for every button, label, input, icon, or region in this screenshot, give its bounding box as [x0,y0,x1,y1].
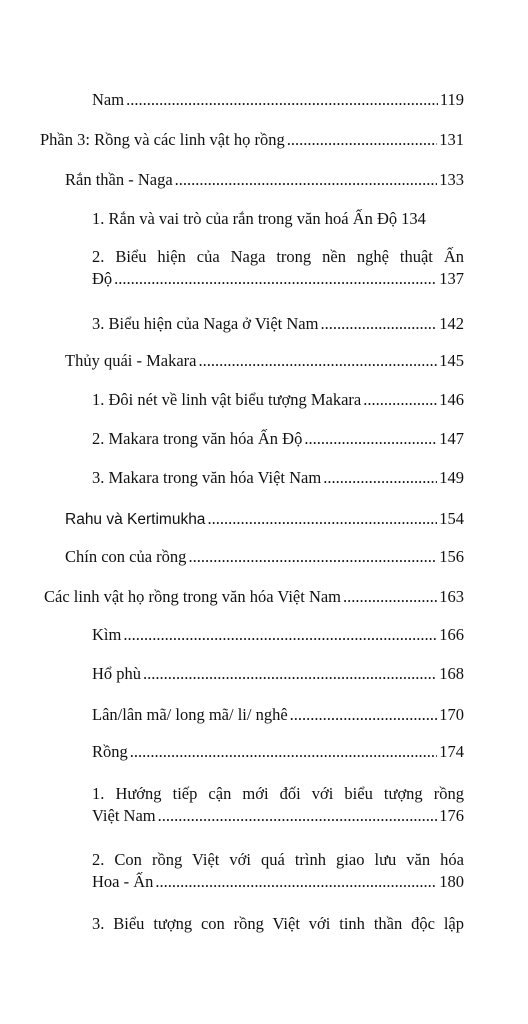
dot-leader [287,129,438,151]
toc-entry-title-line2: Hoa - Ấn [92,872,154,891]
toc-page-number: 133 [439,170,464,189]
toc-page-number: 180 [439,872,464,891]
toc-entry-title: 1. Đôi nét về linh vật biểu tượng Makara [92,390,362,409]
toc-entry-title: Các linh vật họ rồng trong văn hóa Việt Nam [44,587,342,606]
toc-page-number: 149 [439,468,464,487]
toc-entry [92,467,464,489]
toc-entry-title-line1: 1. Hướng tiếp cận mới đối với biểu tượng rồng [92,784,464,803]
toc-entry-title: Hổ phù [92,664,142,683]
toc-entry [92,783,464,827]
toc-entry [92,704,464,726]
toc-entry [92,428,464,450]
toc-entry-title: Phần 3: Rồng và các linh vật họ rồng [40,130,285,149]
toc-entry-title: 3. Biểu hiện của Naga ở Việt Nam [92,314,319,333]
toc-page-number: 170 [439,705,464,724]
toc-entry [92,624,464,646]
toc-entry-title-line1: 2. Con rồng Việt với quá trình giao lưu văn hóa [92,850,464,869]
toc-entry-title: Rắn thần - Naga [65,170,173,189]
dot-leader [114,268,437,290]
toc-entry-title: 2. Makara trong văn hóa Ấn Độ [92,429,303,448]
toc-entry-title: Nam [92,90,125,109]
toc-page-number: 156 [439,547,464,566]
toc-page-number: 131 [439,130,464,149]
toc-entry [92,89,464,111]
toc-entry [92,389,464,411]
toc-entry [92,913,464,935]
toc-page-number: 147 [439,429,464,448]
toc-entry [65,350,464,372]
toc-entry [92,741,464,763]
toc-entry [92,849,464,893]
toc-page-number: 146 [439,390,464,409]
toc-entry-title-line2: Việt Nam [92,806,156,825]
toc-entry-title: Lân/lân mã/ long mã/ li/ nghê [92,705,288,724]
toc-page-number: 119 [439,90,464,109]
toc-entry-title: 3. Biểu tượng con rồng Việt với tinh thần độc lập [92,914,464,933]
toc-entry-title: Chín con của rồng [65,547,187,566]
toc-entry-title: Kìm [92,625,122,644]
toc-page-number: 168 [439,664,464,683]
toc-page-number: 137 [439,269,464,288]
dot-leader [126,89,438,111]
toc-page-number: 174 [439,742,464,761]
toc-page-number: 145 [439,351,464,370]
dot-leader [199,350,438,372]
toc-entry [92,313,464,335]
toc-page-number: 176 [439,806,464,825]
toc-entry [40,129,464,151]
dot-leader [188,546,437,568]
toc-entry [92,663,464,685]
dot-leader [155,871,437,893]
dot-leader [290,704,438,726]
toc-page-number: 163 [439,587,464,606]
dot-leader [123,624,437,646]
dot-leader [207,508,437,530]
dot-leader [143,663,437,685]
toc-entry [65,508,464,531]
toc-entry [92,246,464,290]
toc-entry-title-line2: Độ [92,269,113,288]
toc-entry-title: Thủy quái - Makara [65,351,197,370]
toc-entry-title: 3. Makara trong văn hóa Việt Nam [92,468,322,487]
dot-leader [320,313,437,335]
toc-page-number: 142 [439,314,464,333]
toc-entry-title-line1: 2. Biểu hiện của Naga trong nền nghệ thuật Ấn [92,247,464,266]
dot-leader [363,389,437,411]
toc-entry-title: Rồng [92,742,128,761]
dot-leader [175,169,438,191]
toc-page-number: 166 [439,625,464,644]
dot-leader [130,741,437,763]
toc-entry-title: Rahu và Kertimukha [65,511,206,528]
dot-leader [343,586,437,608]
toc-entry [65,169,464,191]
toc-entry [44,586,464,608]
toc-page-number: 134 [401,209,426,228]
dot-leader [323,467,437,489]
toc-page-number: 154 [439,509,464,528]
dot-leader [158,805,438,827]
toc-entry [92,208,464,230]
dot-leader [304,428,437,450]
toc-entry-title: 1. Rắn và vai trò của rắn trong văn hoá Ấn Độ [92,209,398,228]
toc-entry [65,546,464,568]
